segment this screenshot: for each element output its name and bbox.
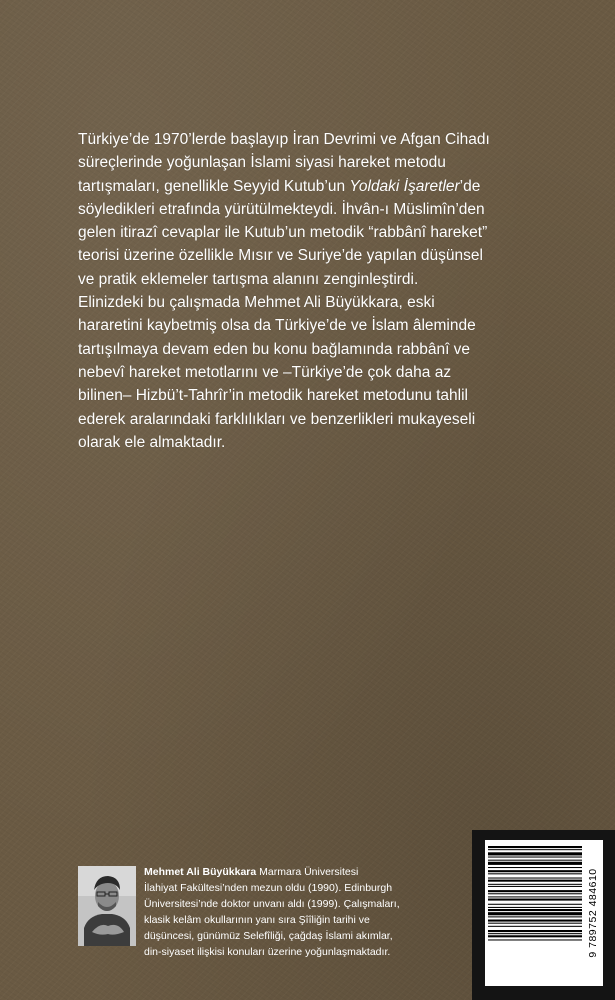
bio-line: din-siyaset ilişkisi konuları üzerine yoğunlaşmaktadır. — [144, 946, 391, 959]
barcode-bar — [488, 873, 582, 874]
blurb-line: söyledikleri etrafında yürütülmekteydi. İhvân-ı Müslimîn’den — [78, 200, 485, 218]
bio-line: Mehmet Ali Büyükkara Marmara Üniversitesi — [144, 866, 359, 878]
bio-line: klasik kelâm okullarının yanı sıra Şîîliğin tarihi ve — [144, 914, 370, 927]
book-title-reference: Yoldaki İşaretler — [349, 177, 460, 195]
bio-line: İlahiyat Fakültesi’nden mezun oldu (1990). Edinburgh — [144, 882, 393, 895]
barcode-bar — [488, 920, 582, 922]
bio-line: düşüncesi, günümüz Selefîliği, çağdaş İslami akımlar, — [144, 930, 393, 943]
barcode-bar — [488, 884, 582, 885]
blurb-line: nebevî hareket metotlarını ve –Türkiye’de çok daha az — [78, 363, 452, 381]
author-bio — [144, 864, 474, 961]
barcode-bar — [488, 939, 582, 940]
barcode-bar — [488, 846, 582, 848]
barcode-bar — [488, 862, 582, 865]
barcode-bar — [488, 916, 582, 917]
blurb-line: ederek aralarındaki farklılıkları ve benzerlikleri mukayeseli — [78, 410, 476, 428]
blurb-line: tartışılmaya devam eden bu konu bağlamında rabbânî ve — [78, 340, 471, 358]
barcode-bar — [488, 926, 582, 927]
blurb-text — [78, 128, 538, 454]
barcode-bar — [488, 860, 582, 861]
blurb-line: teorisi üzerine özellikle Mısır ve Suriye’de yapılan düşünsel — [78, 247, 483, 265]
barcode-bar — [488, 857, 582, 858]
blurb-line: tartışmaları, genellikle Seyyid Kutub’un Yoldaki İşaretler’de — [78, 177, 481, 195]
blurb-line: Türkiye’de 1970’lerde başlayıp İran Devrimi ve Afgan Cihadı — [78, 131, 490, 148]
blurb-line: bilinen– Hizbü’t-Tahrîr’in metodik hareket metodunu tahlil — [78, 387, 468, 405]
blurb-line: ve pratik eklemeler tartışma alanını zenginleştirdi. — [78, 270, 419, 288]
barcode-bar — [488, 880, 582, 882]
barcode-bar — [488, 893, 582, 894]
barcode-bar — [488, 849, 582, 850]
barcode-bar — [488, 904, 582, 905]
barcode-bar — [488, 870, 582, 872]
barcode-bar — [488, 930, 582, 932]
barcode-bar — [488, 890, 582, 892]
author-name: Mehmet Ali Büyükkara — [144, 866, 257, 878]
barcode-bar — [488, 909, 582, 911]
barcode-bar — [488, 923, 582, 924]
bio-line: Üniversitesi’nde doktor unvanı aldı (1999). Çalışmaları, — [144, 898, 400, 911]
barcode-bar — [488, 867, 582, 868]
barcode-bar — [488, 886, 582, 887]
barcode-bar — [488, 899, 582, 901]
barcode-bar — [488, 907, 582, 908]
barcode-bar — [488, 896, 582, 897]
blurb-line: süreçlerinde yoğunlaşan İslami siyasi hareket metodu — [78, 154, 446, 172]
isbn-barcode — [485, 840, 603, 986]
blurb-line: hararetini kaybetmiş olsa da Türkiye’de ve İslam âleminde — [78, 317, 476, 335]
blurb-line: olarak ele almaktadır. — [78, 433, 226, 451]
barcode-bar — [488, 852, 582, 855]
blurb-line: gelen itirazî cevaplar ile Kutub’un metodik “rabbânî hareket” — [78, 224, 488, 242]
isbn-number: 9 789752 484610 — [587, 868, 599, 958]
barcode-bar — [488, 935, 582, 937]
blurb-line: Elinizdeki bu çalışmada Mehmet Ali Büyükkara, eski — [78, 294, 435, 312]
author-portrait-icon — [78, 866, 136, 946]
barcode-bars-icon — [488, 844, 582, 982]
author-photo — [78, 866, 136, 946]
barcode-bar — [488, 912, 582, 915]
barcode-bar — [488, 933, 582, 934]
barcode-panel — [472, 830, 615, 1000]
barcode-bar — [488, 878, 582, 879]
